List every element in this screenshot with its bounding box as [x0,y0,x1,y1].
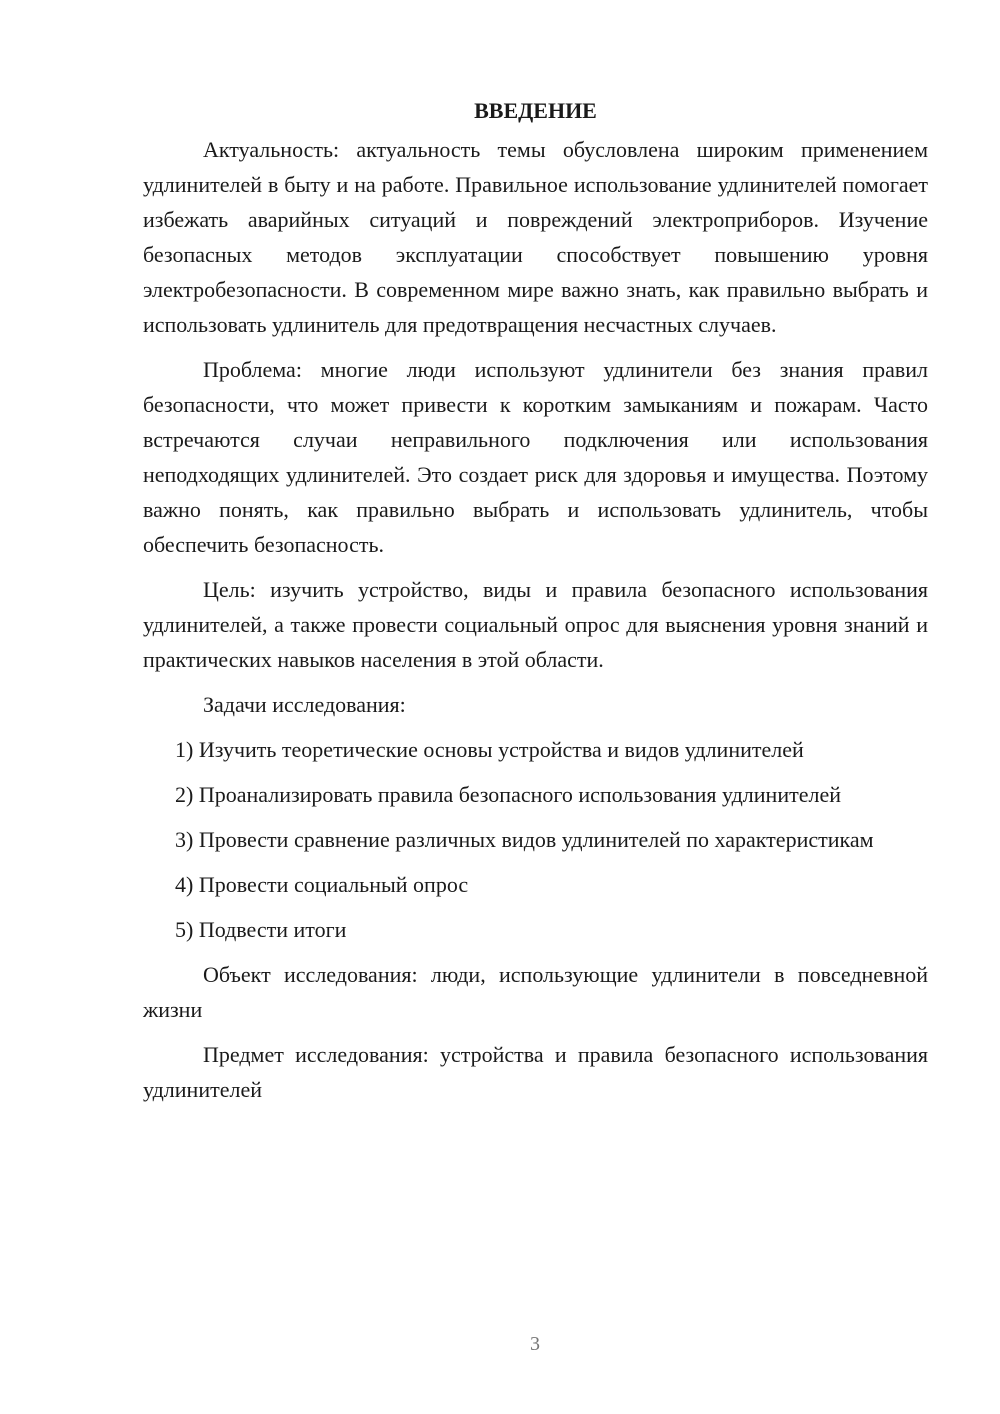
task-item-1: 1) Изучить теоретические основы устройства и видов удлинителей [175,737,804,762]
paragraph-object: Объект исследования: люди, использующие удлинители в повседневной жизни [143,962,928,1022]
task-item-5: 5) Подвести итоги [175,917,347,942]
paragraph-subject: Предмет исследования: устройства и правила безопасного использования удлинителей [143,1042,928,1102]
tasks-heading: Задачи исследования: [203,692,406,717]
paragraph-relevance: Актуальность: актуальность темы обусловлена широким применением удлинителей в быту и на работе. Правильное использование удлинителей помогает избежать аварийных ситуаций и повреждений электроприборов. Изучение безопасных методов эксплуатации способствует повышению уровня электробезопасности. В современном мире важно знать, как правильно выбрать и использовать удлинитель для предотвращения несчастных случаев. [143,137,928,337]
task-item-2: 2) Проанализировать правила безопасного использования удлинителей [175,782,841,807]
paragraph-problem: Проблема: многие люди используют удлинители без знания правил безопасности, что может привести к коротким замыканиям и пожарам. Часто встречаются случаи неправильного подключения или использования неподходящих удлинителей. Это создает риск для здоровья и имущества. Поэтому важно понять, как правильно выбрать и использовать удлинитель, чтобы обеспечить безопасность. [143,357,928,557]
task-item-3: 3) Провести сравнение различных видов удлинителей по характеристикам [175,827,874,852]
document-body [143,93,928,1107]
task-item-4: 4) Провести социальный опрос [175,872,469,897]
section-title: ВВЕДЕНИЕ [474,98,597,123]
paragraph-goal: Цель: изучить устройство, виды и правила безопасного использования удлинителей, а также провести социальный опрос для выяснения уровня знаний и практических навыков населения в этой области. [143,577,928,672]
page-number: 3 [530,1333,540,1355]
